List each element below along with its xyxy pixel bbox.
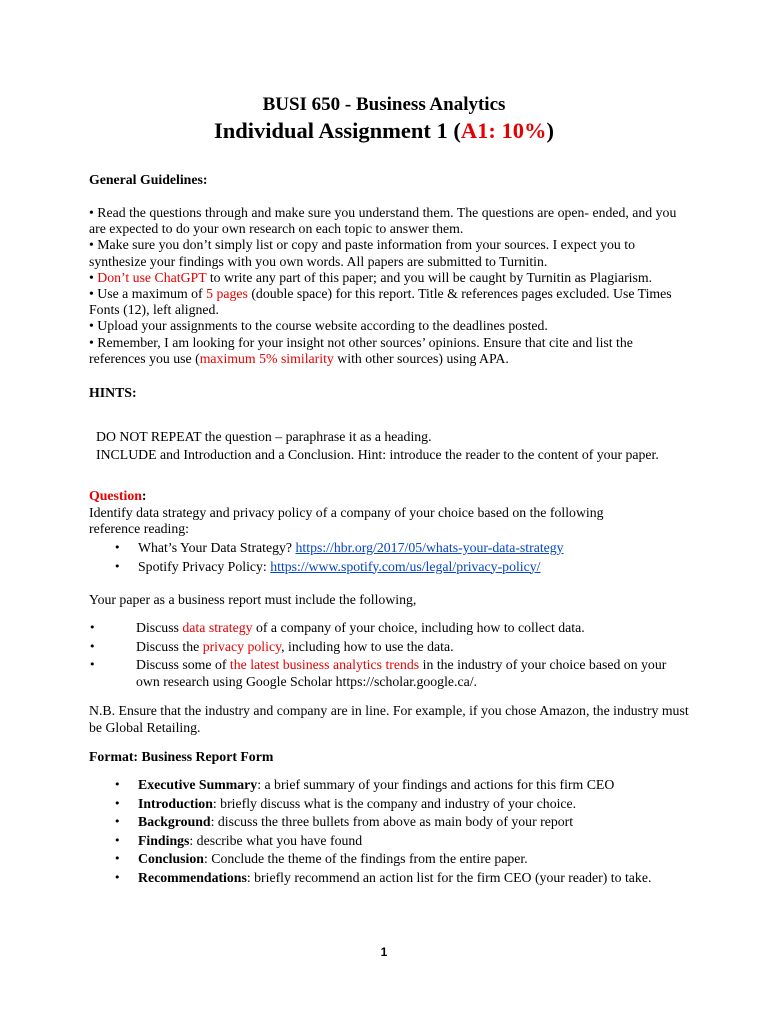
question-section bbox=[89, 488, 689, 538]
format-item: • Conclusion: Conclude the theme of the findings from the entire paper. bbox=[114, 850, 694, 869]
hints-heading: HINTS: bbox=[89, 385, 137, 400]
hints-list bbox=[96, 428, 696, 463]
format-item: • Findings: describe what you have found bbox=[114, 832, 694, 851]
report-requirements bbox=[89, 619, 689, 690]
page-number: 1 bbox=[380, 945, 388, 959]
guidelines-list bbox=[89, 205, 689, 367]
guidelines-heading: General Guidelines: bbox=[89, 172, 208, 187]
guideline-item: • Use a maximum of 5 pages (double space) for this report. Title & references pages excluded. Use Times Fonts (12), left aligned. bbox=[89, 286, 672, 318]
assignment-weight: A1: 10% bbox=[460, 118, 547, 143]
course-title: BUSI 650 - Business Analytics bbox=[262, 94, 506, 115]
requirement-item: • Discuss some of the latest business analytics trends in the industry of your choice based on your own research using Google Scholar https://scholar.google.ca/. bbox=[89, 656, 689, 690]
guideline-item: • Make sure you don’t simply list or copy and paste information from your sources. I expect you to synthesize your findings with you own words. All papers are submitted to Turnitin. bbox=[89, 237, 635, 269]
requirement-item: • Discuss the privacy policy, including how to use the data. bbox=[89, 638, 689, 657]
format-item: • Executive Summary: a brief summary of your findings and actions for this firm CEO bbox=[114, 776, 694, 795]
nb-note: N.B. Ensure that the industry and company are in line. For example, if you chose Amazon, the industry must be Global Retailing. bbox=[89, 703, 689, 735]
guideline-item: • Upload your assignments to the course website according to the deadlines posted. bbox=[89, 318, 548, 334]
reference-link[interactable]: https://www.spotify.com/us/legal/privacy-policy/ bbox=[270, 558, 541, 574]
format-heading: Format: Business Report Form bbox=[89, 749, 274, 764]
format-list bbox=[114, 776, 694, 887]
guideline-item: • Read the questions through and make sure you understand them. The questions are open- ended, and you are expected to do your own research on each topic to answer them. bbox=[89, 205, 677, 237]
guideline-item: • Don’t use ChatGPT to write any part of this paper; and you will be caught by Turnitin as Plagiarism. bbox=[89, 269, 653, 285]
assignment-title: Individual Assignment 1 (A1: 10%) bbox=[213, 118, 555, 143]
hint-item: DO NOT REPEAT the question – paraphrase it as a heading. bbox=[96, 429, 432, 444]
reference-list bbox=[114, 539, 674, 576]
reference-link[interactable]: https://hbr.org/2017/05/whats-your-data-strategy bbox=[295, 540, 564, 555]
reference-item: • Spotify Privacy Policy: https://www.spotify.com/us/legal/privacy-policy/ bbox=[114, 558, 674, 577]
question-heading: Question: bbox=[89, 488, 147, 503]
report-intro: Your paper as a business report must include the following, bbox=[89, 592, 417, 607]
format-item: • Background: discuss the three bullets from above as main body of your report bbox=[114, 813, 694, 832]
requirement-item: • Discuss data strategy of a company of your choice, including how to collect data. bbox=[89, 619, 689, 638]
format-item: • Recommendations: briefly recommend an action list for the firm CEO (your reader) to take. bbox=[114, 869, 694, 888]
format-item: • Introduction: briefly discuss what is the company and industry of your choice. bbox=[114, 795, 694, 814]
question-text: Identify data strategy and privacy policy of a company of your choice based on the following reference reading: bbox=[89, 504, 604, 536]
hint-item: INCLUDE and Introduction and a Conclusion. Hint: introduce the reader to the content of your paper. bbox=[96, 446, 659, 462]
guideline-item: • Remember, I am looking for your insight not other sources’ opinions. Ensure that cite and list the references you use (maximum 5% similarity with other sources) using APA. bbox=[89, 334, 633, 366]
reference-item: • What’s Your Data Strategy? https://hbr.org/2017/05/whats-your-data-strategy bbox=[114, 539, 674, 558]
